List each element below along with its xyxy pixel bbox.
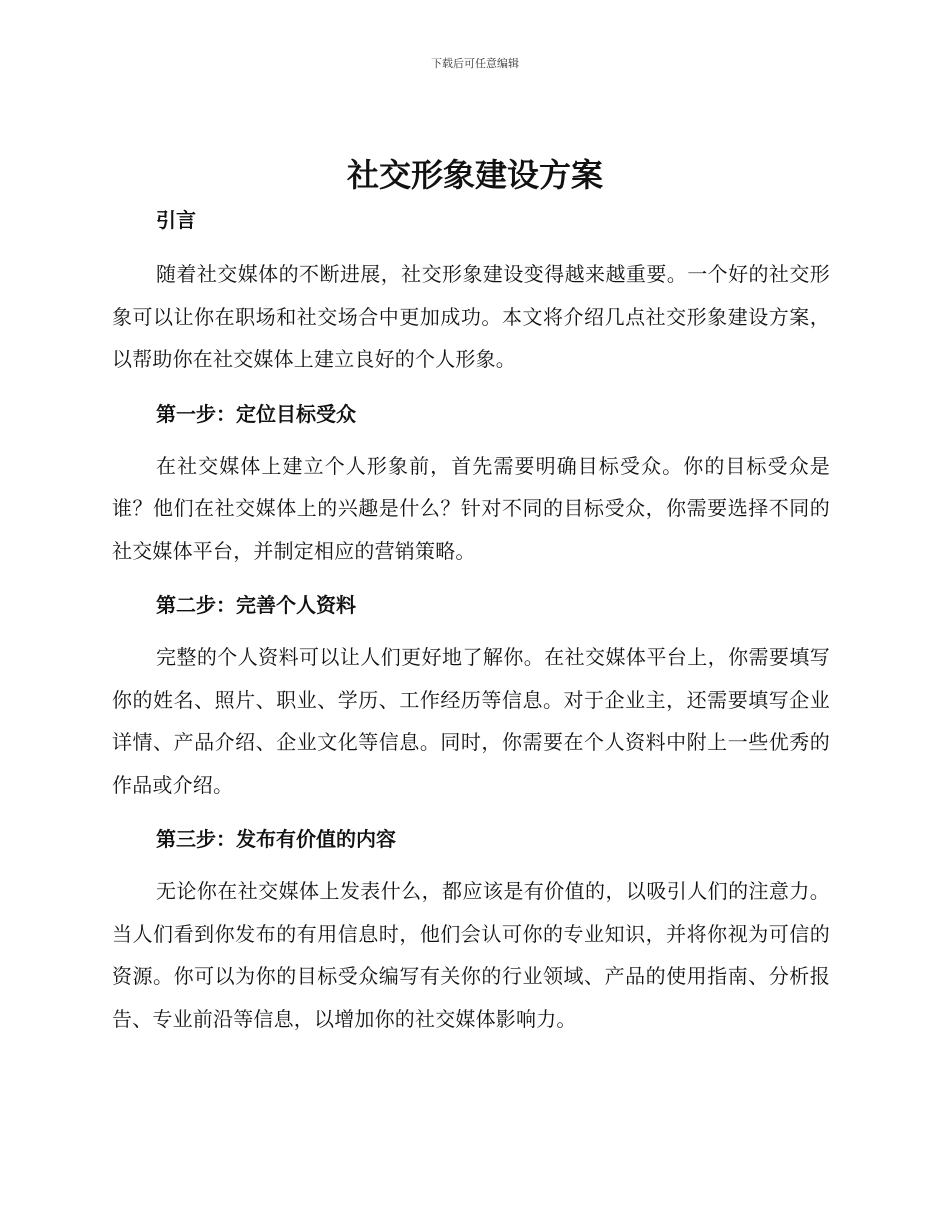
- section-heading-step-2: 第二步：完善个人资料: [156, 593, 356, 617]
- document-body: [112, 203, 830, 1040]
- section-heading-step-1: 第一步：定位目标受众: [156, 401, 356, 426]
- header-note: 下载后可任意编辑: [431, 57, 519, 70]
- section-heading-intro: 引言: [156, 208, 196, 232]
- section-paragraph-intro: 随着社交媒体的不断进展，社交形象建设变得越来越重要。一个好的社交形象可以让你在职场和社交场合中更加成功。本文将介绍几点社交形象建设方案，以帮助你在社交媒体上建立良好的个人形象。: [112, 262, 830, 371]
- section-paragraph-step-1: 在社交媒体上建立个人形象前，首先需要明确目标受众。你的目标受众是谁？他们在社交媒体上的兴趣是什么？针对不同的目标受众，你需要选择不同的社交媒体平台，并制定相应的营销策略。: [112, 453, 830, 563]
- section-heading-step-3: 第三步：发布有价值的内容: [156, 827, 396, 851]
- section-paragraph-step-3: 无论你在社交媒体上发表什么，都应该是有价值的，以吸引人们的注意力。当人们看到你发布的有用信息时，他们会认可你的专业知识，并将你视为可信的资源。你可以为你的目标受众编写有关你的行业领域、产品的使用指南、分析报告、专业前沿等信息，以增加你的社交媒体影响力。: [112, 879, 830, 1031]
- document-title: 社交形象建设方案: [346, 156, 603, 194]
- section-paragraph-step-2: 完整的个人资料可以让人们更好地了解你。在社交媒体平台上，你需要填写你的姓名、照片、职业、学历、工作经历等信息。对于企业主，还需要填写企业详情、产品介绍、企业文化等信息。同时，你需要在个人资料中附上一些优秀的作品或介绍。: [112, 645, 830, 797]
